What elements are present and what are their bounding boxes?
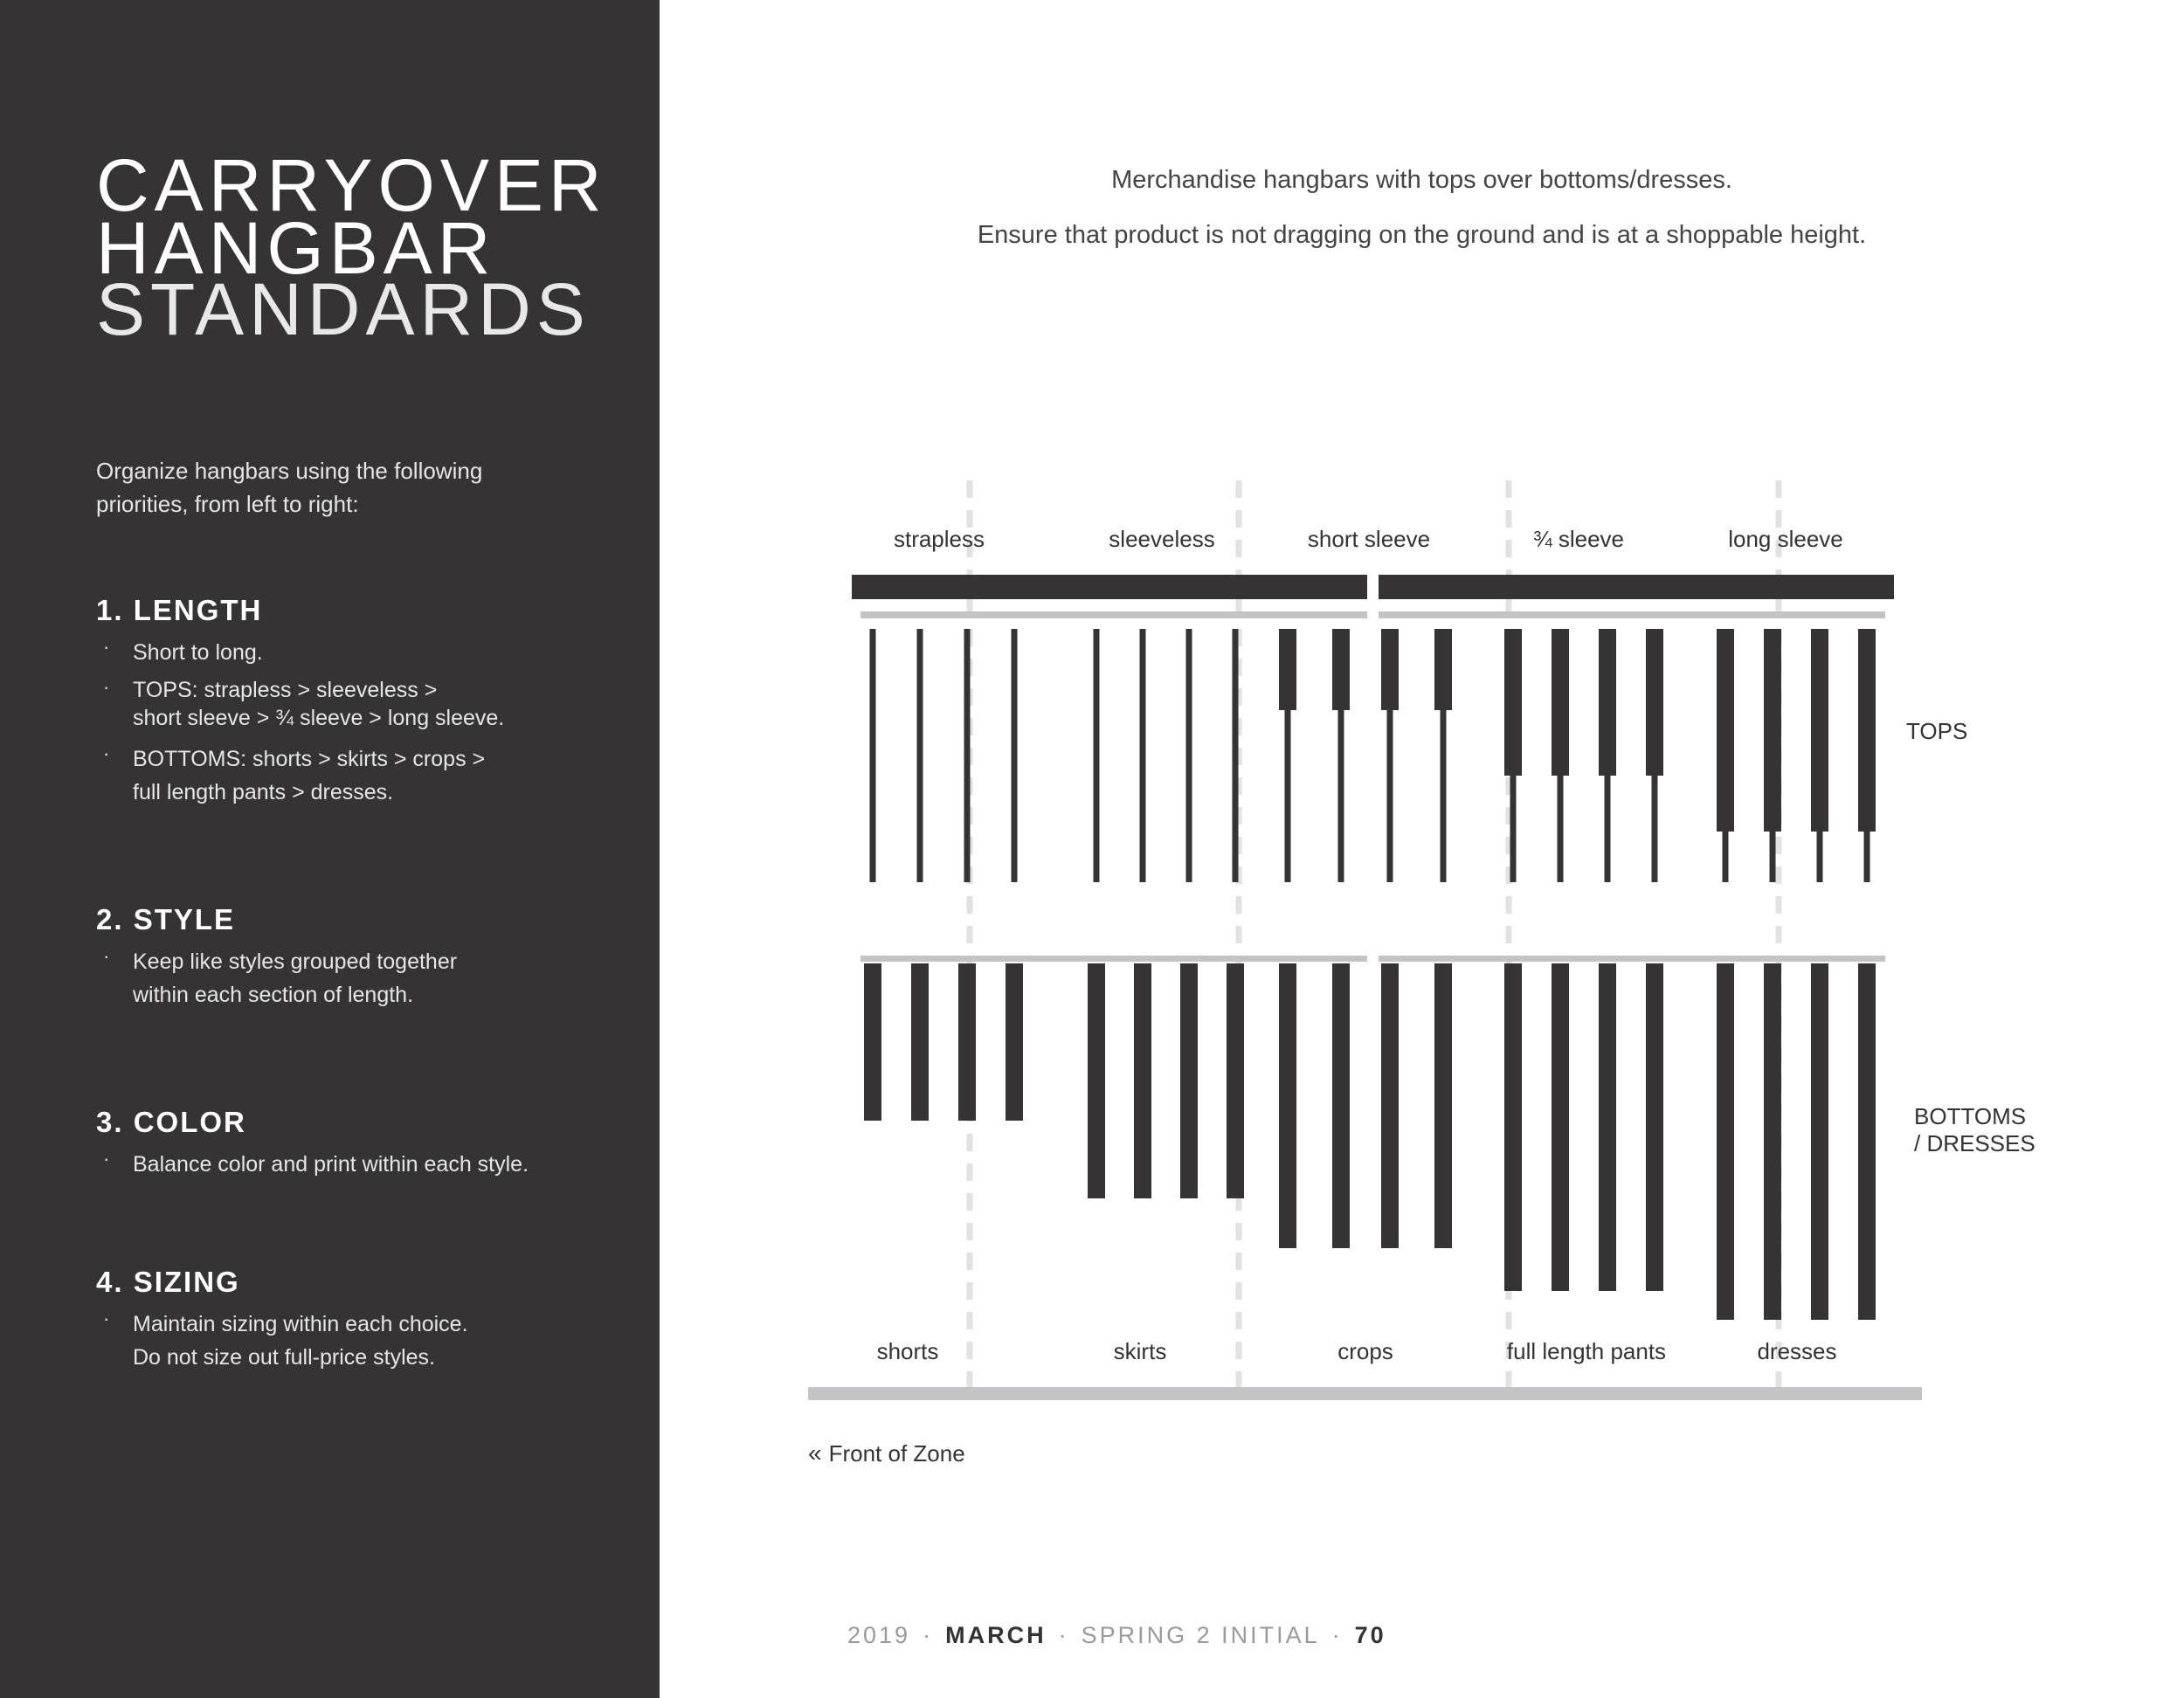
instruction-line-2: Ensure that product is not dragging on the ground and is at a shoppable height. xyxy=(977,221,1867,249)
top-garment xyxy=(1646,629,1663,776)
top-hanger xyxy=(964,629,971,882)
bottom-garment xyxy=(1134,963,1151,1198)
bottoms-hang-rail xyxy=(860,956,1367,962)
sidebar xyxy=(0,0,660,1698)
bottom-garment xyxy=(1088,963,1105,1198)
bottom-garment xyxy=(864,963,881,1121)
title-line-3: STANDARDS xyxy=(96,268,591,350)
bottoms-hang-rail xyxy=(1379,956,1885,962)
top-garment xyxy=(1332,629,1350,710)
footer-page: 70 xyxy=(1354,1622,1386,1648)
bottom-garment xyxy=(1279,963,1296,1248)
footer-season: SPRING 2 INITIAL xyxy=(1081,1622,1320,1648)
row-label-dresses: / DRESSES xyxy=(1914,1130,2035,1156)
bottom-category-label: full length pants xyxy=(1506,1338,1667,1364)
bottom-garment xyxy=(1646,963,1663,1291)
footer: 2019 · MARCH · SPRING 2 INITIAL · 70 xyxy=(847,1622,1386,1648)
instruction-line-1: Merchandise hangbars with tops over bottoms/dresses. xyxy=(1111,166,1732,194)
top-hanger xyxy=(1140,629,1146,882)
bottom-garment xyxy=(1599,963,1616,1291)
bottom-garment xyxy=(958,963,976,1121)
bottom-garment xyxy=(1227,963,1244,1198)
top-category-label: ¾ sleeve xyxy=(1532,526,1625,552)
bullet-dot: · xyxy=(103,636,110,658)
top-garment xyxy=(1717,629,1734,832)
bottom-garment xyxy=(911,963,929,1121)
bullet-text: Keep like styles grouped together xyxy=(133,949,458,974)
top-garment xyxy=(1381,629,1399,710)
tops-hang-rail xyxy=(860,611,1367,618)
bottom-garment xyxy=(1552,963,1569,1291)
front-of-zone-label: Front of Zone xyxy=(828,1440,965,1467)
section-heading-style: 2. STYLE xyxy=(96,903,236,935)
double-chevron-left-icon: « xyxy=(808,1439,822,1467)
bottom-category-label: dresses xyxy=(1757,1338,1837,1364)
bottom-garment xyxy=(1811,963,1828,1320)
top-category-label: sleeveless xyxy=(1109,526,1215,552)
bottom-garment xyxy=(1434,963,1452,1248)
row-label-bottoms: BOTTOMS xyxy=(1914,1103,2027,1129)
bottom-garment xyxy=(1858,963,1876,1320)
top-category-label: strapless xyxy=(893,526,985,552)
bullet-dot: · xyxy=(103,742,110,764)
bullet-text: full length pants > dresses. xyxy=(133,780,394,804)
top-category-label: short sleeve xyxy=(1307,526,1431,552)
top-hanger xyxy=(1233,629,1239,882)
bottom-garment xyxy=(1764,963,1781,1320)
bullet-dot: · xyxy=(103,945,110,967)
tops-hang-rail xyxy=(1379,611,1885,618)
front-of-zone xyxy=(808,1439,965,1467)
bullet-text: Do not size out full-price styles. xyxy=(133,1345,435,1370)
footer-year: 2019 xyxy=(847,1622,911,1648)
top-garment xyxy=(1552,629,1569,776)
top-garment xyxy=(1279,629,1296,710)
title-line-1: CARRYOVER xyxy=(96,144,607,226)
intro-text xyxy=(96,454,585,521)
top-hanger xyxy=(1094,629,1100,882)
bottom-garment xyxy=(1717,963,1734,1320)
bullet-text: Short to long. xyxy=(133,640,263,665)
top-hanger xyxy=(1186,629,1192,882)
top-rail xyxy=(852,575,1367,599)
section-heading-color: 3. COLOR xyxy=(96,1106,246,1138)
bullet-dot: · xyxy=(103,1148,110,1170)
footer-month: MARCH xyxy=(945,1622,1047,1648)
bullet-text: within each section of length. xyxy=(133,983,414,1007)
top-rail xyxy=(1379,575,1894,599)
bottom-garment xyxy=(1504,963,1522,1291)
top-hanger xyxy=(917,629,923,882)
bullet-text: short sleeve > ¾ sleeve > long sleeve. xyxy=(133,706,505,730)
top-category-label: long sleeve xyxy=(1728,526,1843,552)
bottom-garment xyxy=(1381,963,1399,1248)
top-garment xyxy=(1434,629,1452,710)
bottom-garment xyxy=(1332,963,1350,1248)
bottom-category-label: crops xyxy=(1337,1338,1393,1364)
top-hanger xyxy=(1012,629,1018,882)
bullet-dot: · xyxy=(103,1308,110,1329)
top-hanger xyxy=(870,629,876,882)
title-line-2: HANGBAR xyxy=(96,207,496,289)
bullet-text: TOPS: strapless > sleeveless > xyxy=(133,678,438,702)
top-garment xyxy=(1764,629,1781,832)
top-garment xyxy=(1858,629,1876,832)
section-heading-length: 1. LENGTH xyxy=(96,594,263,626)
bottom-category-label: shorts xyxy=(876,1338,939,1364)
bullet-text: Balance color and print within each style. xyxy=(133,1152,529,1177)
top-garment xyxy=(1599,629,1616,776)
section-heading-sizing: 4. SIZING xyxy=(96,1266,240,1298)
intro-line: Organize hangbars using the following xyxy=(96,458,483,484)
floor-bar xyxy=(808,1387,1922,1400)
row-label-tops: TOPS xyxy=(1906,718,1968,744)
top-garment xyxy=(1504,629,1522,776)
intro-line: priorities, from left to right: xyxy=(96,491,359,517)
bullet-text: BOTTOMS: shorts > skirts > crops > xyxy=(133,747,486,771)
bottom-garment xyxy=(1180,963,1198,1198)
top-garment xyxy=(1811,629,1828,832)
main-content xyxy=(660,0,2184,1698)
bullet-dot: · xyxy=(103,676,110,698)
bottom-category-label: skirts xyxy=(1113,1338,1167,1364)
bullet-text: Maintain sizing within each choice. xyxy=(133,1312,468,1336)
bottom-garment xyxy=(1006,963,1023,1121)
